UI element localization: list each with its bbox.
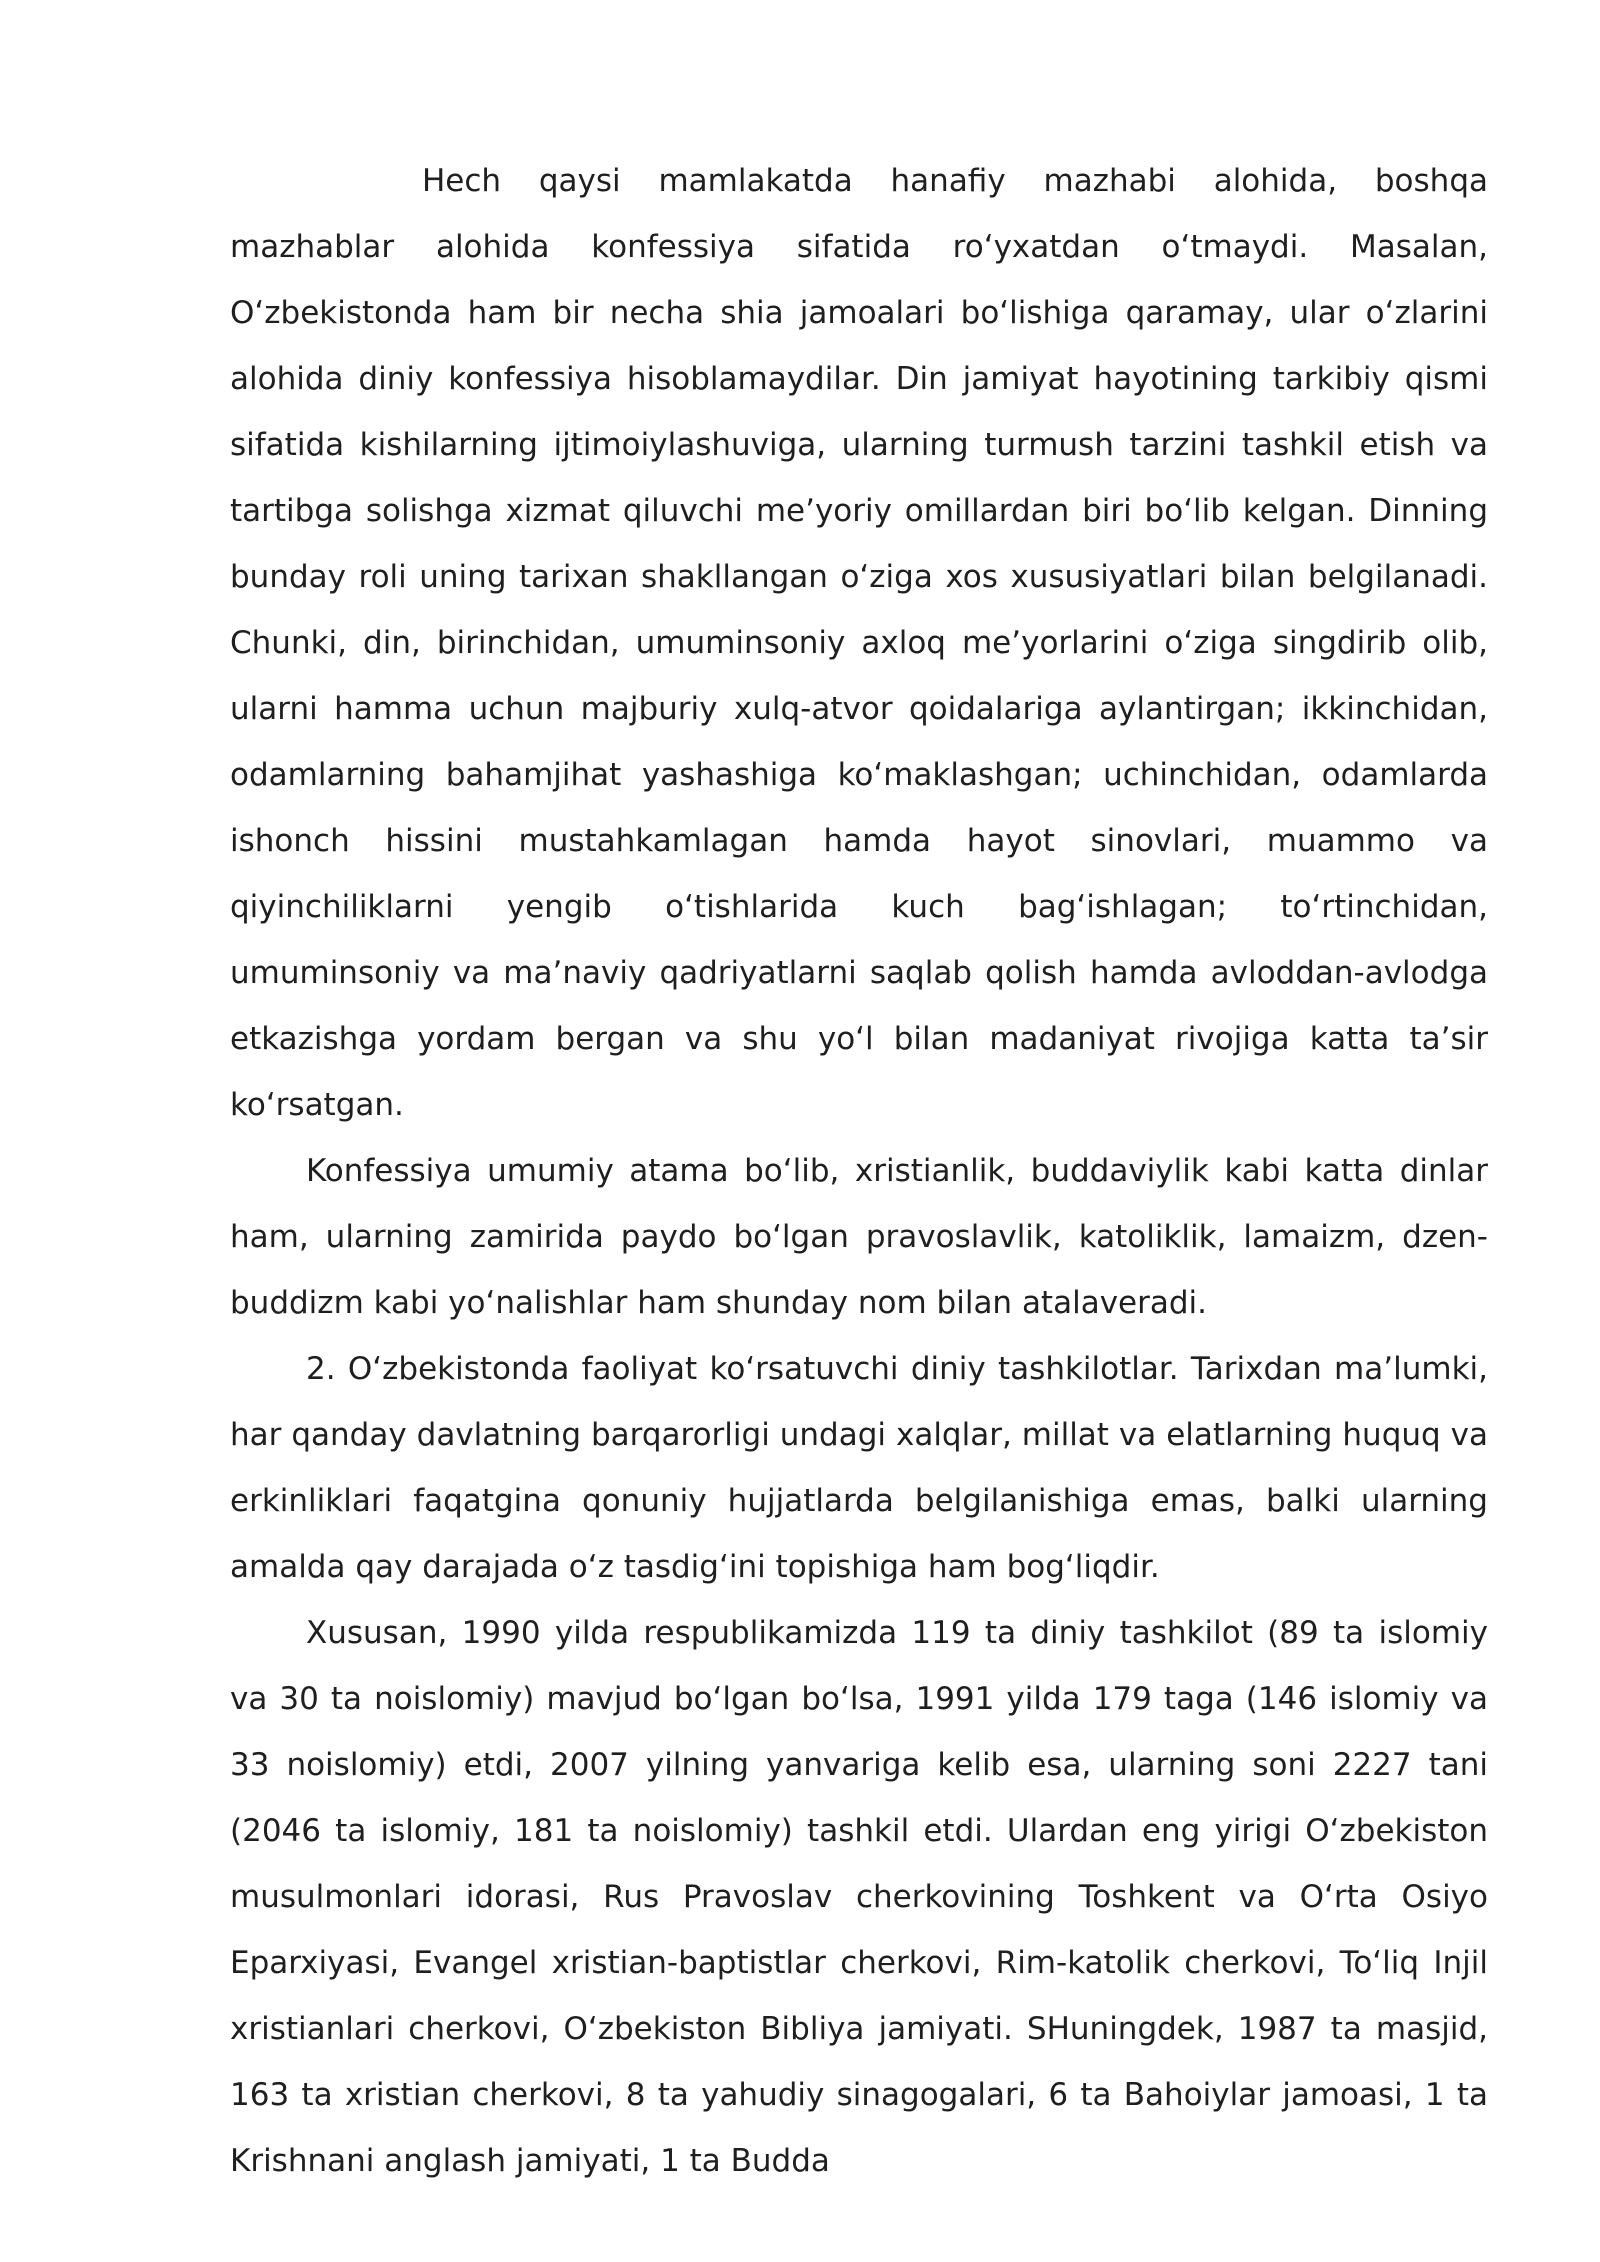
- paragraph-2: Konfessiya umumiy atama boʻlib, xristianlik, buddaviylik kabi katta dinlar ham, ularning zamirida paydo boʻlgan pravoslavlik, katoliklik, lamaizm, dzen-buddizm kabi yoʻnalishlar ham shunday nom bilan atalaveradi.: [230, 1153, 1488, 1321]
- paragraph-3: 2. Oʻzbekistonda faoliyat koʻrsatuvchi diniy tashkilotlar. Tarixdan maʼlumki, har qanday davlatning barqarorligi undagi xalqlar, millat va elatlarning huquq va erkinliklari faqatgina qonuniy hujjatlarda belgilanishiga emas, balki ularning amalda qay darajada oʻz tasdigʻini topishiga ham bogʻliqdir.: [230, 1351, 1488, 1585]
- paragraph-1: Hech qaysi mamlakatda hanafiy mazhabi alohida, boshqa mazhablar alohida konfessiya sifatida roʻyxatdan oʻtmaydi. Masalan, Oʻzbekistonda ham bir necha shia jamoalari boʻlishiga qaramay, ular oʻzlarini alohida diniy konfessiya hisoblamaydilar. Din jamiyat hayotining tarkibiy qismi sifatida kishilarning ijtimoiylashuviga, ularning turmush tarzini tashkil etish va tartibga solishga xizmat qiluvchi meʼyoriy omillardan biri boʻlib kelgan. Dinning bunday roli uning tarixan shakllangan oʻziga xos xususiyatlari bilan belgilanadi. Chunki, din, birinchidan, umuminsoniy axloq meʼyorlarini oʻziga singdirib olib, ularni hamma uchun majburiy xulq-atvor qoidalariga aylantirgan; ikkinchidan, odamlarning bahamjihat yashashiga koʻmaklashgan; uchinchidan, odamlarda ishonch hissini mustahkamlagan hamda hayot sinovlari, muammo va qiyinchiliklarni yengib oʻtishlarida kuch bagʻishlagan; toʻrtinchidan, umuminsoniy va maʼnaviy qadriyatlarni saqlab qolish hamda avloddan-avlodga etkazishga yordam bergan va shu yoʻl bilan madaniyat rivojiga katta taʼsir koʻrsatgan.: [230, 163, 1488, 1123]
- paragraph-4: Xususan, 1990 yilda respublikamizda 119 ta diniy tashkilot (89 ta islomiy va 30 ta noislomiy) mavjud boʻlgan boʻlsa, 1991 yilda 179 taga (146 islomiy va 33 noislomiy) etdi, 2007 yilning yanvariga kelib esa, ularning soni 2227 tani (2046 ta islomiy, 181 ta noislomiy) tashkil etdi. Ulardan eng yirigi Oʻzbekiston musulmonlari idorasi, Rus Pravoslav cherkovining Toshkent va Oʻrta Osiyo Eparxiyasi, Evangel xristian-baptistlar cherkovi, Rim-katolik cherkovi, Toʻliq Injil xristianlari cherkovi, Oʻzbekiston Bibliya jamiyati. SHuningdek, 1987 ta masjid, 163 ta xristian cherkovi, 8 ta yahudiy sinagogalari, 6 ta Bahoiylar jamoasi, 1 ta Krishnani anglash jamiyati, 1 ta Budda: [230, 1615, 1488, 2179]
- body-text: [230, 148, 1488, 2194]
